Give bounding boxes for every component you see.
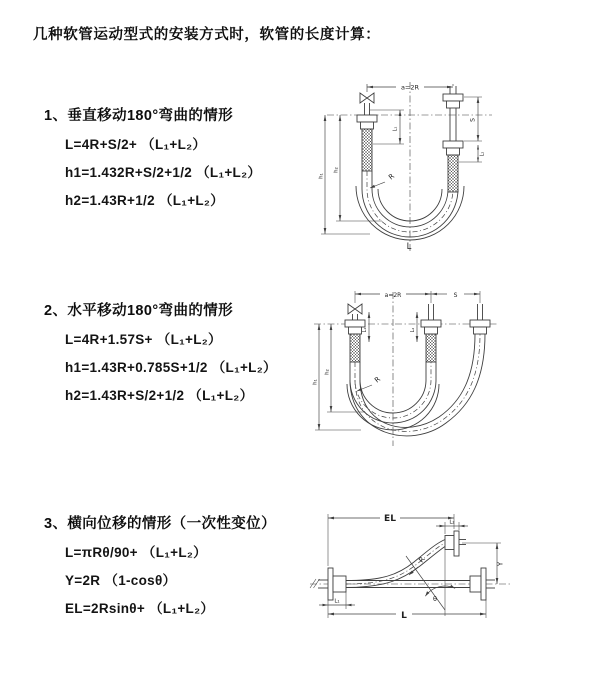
page-title: 几种软管运动型式的安装方式时，软管的长度计算： <box>33 27 381 43</box>
dim-label-l: L <box>406 242 412 252</box>
formula-EL: EL=2Rsinθ+ （L₁+L₂） <box>65 601 215 616</box>
dim-label-l: L <box>401 611 407 621</box>
dim-a2r <box>355 291 480 303</box>
dim-label-l1: L₁ <box>392 126 399 132</box>
dim-label-y: Y <box>496 561 505 567</box>
diagram-lateral-displacement <box>302 498 600 645</box>
dim-label-s: S <box>453 291 458 299</box>
flange-fitting <box>470 320 490 327</box>
braided-hose-section <box>426 334 436 362</box>
formula-h1: h1=1.432R+S/2+1/2 （L₁+L₂） <box>65 165 262 180</box>
dim-l2 <box>436 520 468 535</box>
dim-label-l1: L₁ <box>362 327 368 333</box>
dim-l <box>328 600 486 621</box>
diagram-vertical-180-bend <box>312 74 582 256</box>
section-heading: 3、横向位移的情形（一次性变位） <box>44 516 276 532</box>
dim-l1 <box>319 592 355 609</box>
formula-L: L=4R+S/2+ （L₁+L₂） <box>65 137 207 152</box>
section-horizontal-movement <box>44 299 344 414</box>
flange-fitting <box>357 115 377 122</box>
flange-hub <box>445 536 454 550</box>
upper-flange <box>445 531 466 556</box>
radius-callout <box>370 172 396 188</box>
dim-label-r: R <box>387 172 397 182</box>
right-pipe <box>443 86 463 192</box>
dim-label-h1: h₁ <box>318 173 325 179</box>
flange-disc <box>454 531 459 556</box>
dim-label-el: EL <box>384 514 396 524</box>
left-pipe <box>357 93 377 171</box>
left-flange <box>318 568 346 600</box>
dim-label-r: R <box>417 555 427 565</box>
flange-disc <box>328 568 333 600</box>
hose-swept-position <box>350 334 485 436</box>
dim-s <box>431 292 480 299</box>
flange-fitting <box>443 94 463 101</box>
dim-label-s: S <box>469 118 477 122</box>
valve-icon <box>360 93 374 103</box>
dim-label-a2r: a=2R <box>400 83 420 92</box>
dim-label-l1: L₁ <box>334 598 340 605</box>
dim-label-l2: L₂ <box>410 327 416 333</box>
braided-hose-section <box>448 155 458 192</box>
section-heading: 1、垂直移动180°弯曲的情形 <box>44 108 234 124</box>
braided-hose-section <box>350 334 360 362</box>
flange-fitting <box>345 320 365 327</box>
flange-fitting <box>443 141 463 148</box>
formula-h1: h1=1.43R+0.785S+1/2 （L₁+L₂） <box>65 360 277 375</box>
section-lateral-displacement <box>44 512 344 627</box>
formula-Y: Y=2R （1-cosθ） <box>65 573 177 588</box>
middle-pipe <box>421 304 441 362</box>
dim-label-h1: h₁ <box>312 379 319 385</box>
dim-label-l2: L₂ <box>479 151 486 157</box>
dim-label-h2: h₂ <box>333 167 340 173</box>
dim-label-l2: L₂ <box>449 519 455 526</box>
formula-L: L=4R+1.57S+ （L₁+L₂） <box>65 332 222 347</box>
dim-label-r: R <box>373 375 383 385</box>
formula-L: L=πRθ/90+ （L₁+L₂） <box>65 545 207 560</box>
flange-hub <box>333 576 346 592</box>
dim-label-h2: h₂ <box>324 369 331 375</box>
dim-label-a2r: a=2R <box>384 291 402 299</box>
radius-callout <box>357 375 382 391</box>
flange-fitting <box>421 320 441 327</box>
section-heading: 2、水平移动180°弯曲的情形 <box>44 303 234 319</box>
dim-el <box>328 514 454 566</box>
formula-h2: h2=1.43R+1/2 （L₁+L₂） <box>65 193 225 208</box>
diagram-horizontal-180-bend <box>306 284 600 456</box>
dim-l2 <box>410 312 418 342</box>
flange-hub <box>470 576 481 592</box>
dim-h2 <box>334 115 383 221</box>
braided-hose-section <box>362 129 372 171</box>
formula-h2: h2=1.43R+S/2+1/2 （L₁+L₂） <box>65 388 254 403</box>
section-vertical-movement <box>44 104 344 219</box>
flange-disc <box>481 568 486 600</box>
dim-s <box>464 97 482 141</box>
valve-icon <box>348 304 362 314</box>
radius-angle-construction <box>406 550 455 616</box>
dim-label-theta: θ <box>433 595 437 603</box>
dim-a2r <box>367 84 453 93</box>
right-pipe <box>470 304 490 334</box>
